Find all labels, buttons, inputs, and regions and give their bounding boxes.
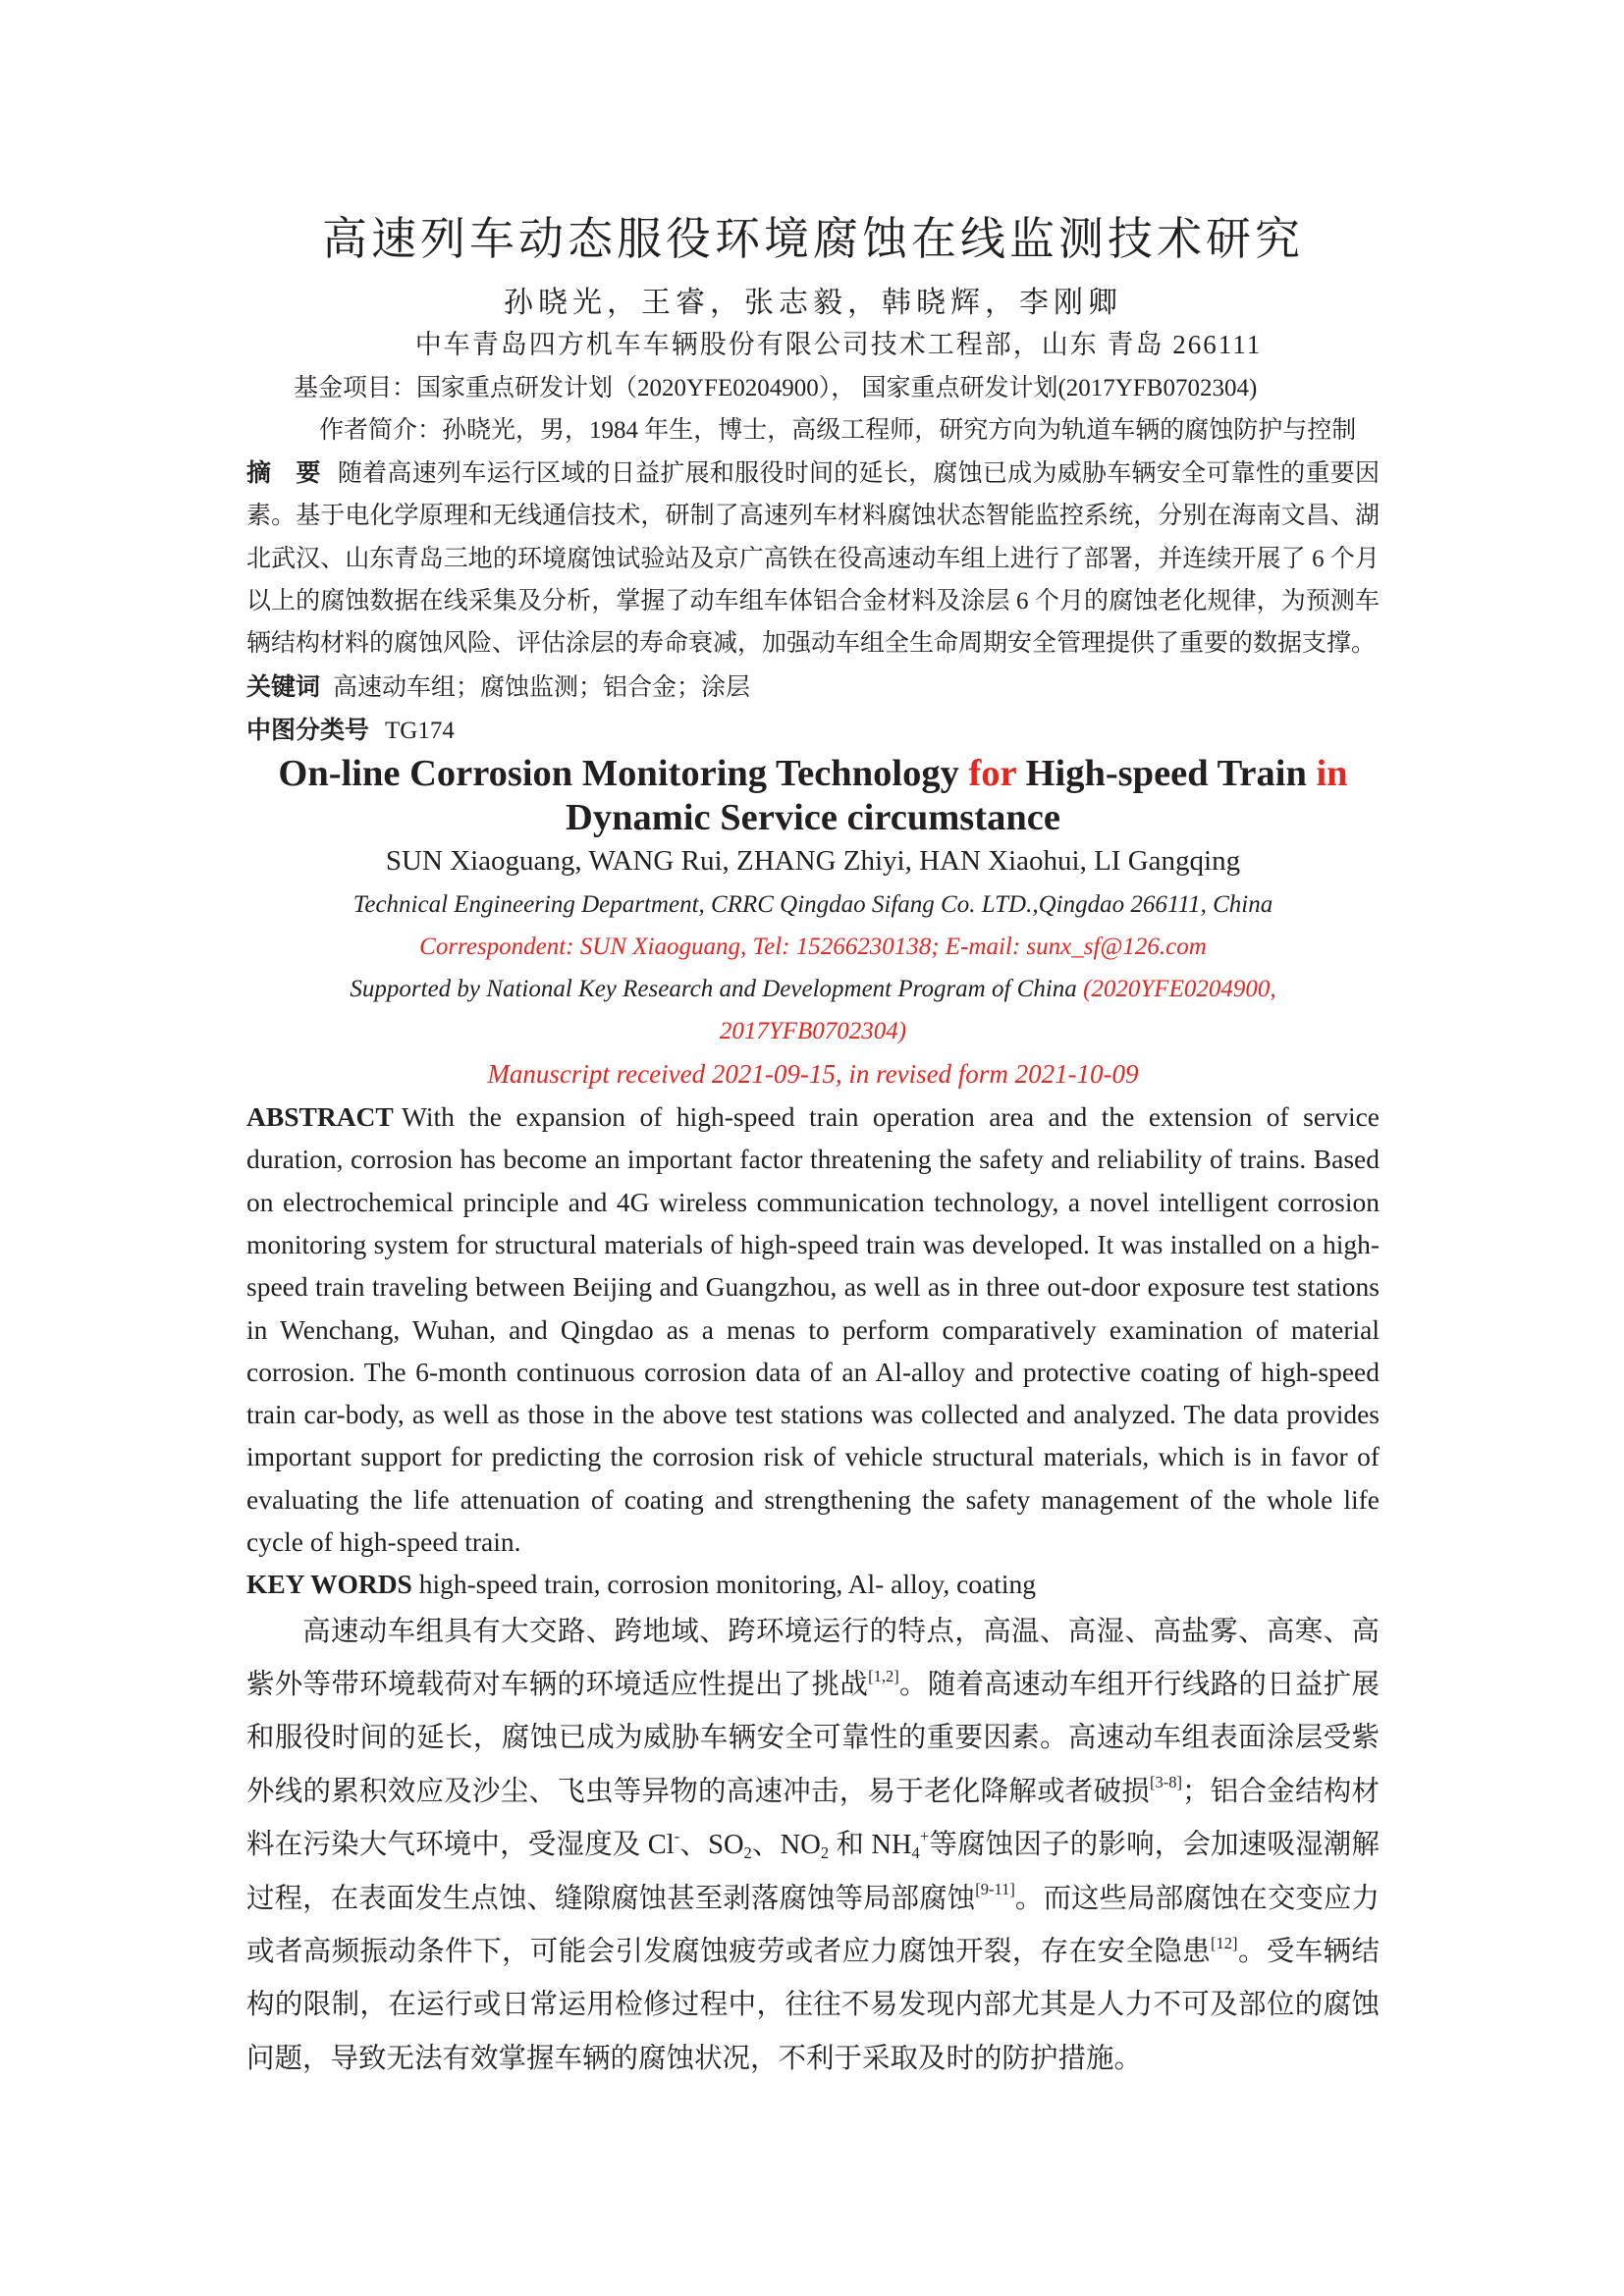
citation-superscript: [12] xyxy=(1211,1933,1238,1952)
title-en-part: Dynamic Service circumstance xyxy=(566,797,1060,839)
abstract-en xyxy=(246,1095,1380,1563)
affiliation-en: Technical Engineering Department, CRRC Qingdao Sifang Co. LTD.,Qingdao 266111, China xyxy=(352,890,1273,918)
supported-by-en xyxy=(246,968,1380,1053)
classification-number xyxy=(246,709,1380,752)
title-en-highlight: in xyxy=(1316,753,1348,795)
abstract-zh xyxy=(246,452,1380,665)
keywords-zh xyxy=(246,666,1380,709)
body-text-segment: 、SO xyxy=(679,1830,744,1861)
body-text-segment: 等腐蚀因子的影响，会加速吸湿潮解过程，在表面发生点蚀、缝隙腐蚀甚至剥落腐蚀等局部腐蚀 xyxy=(246,1830,1380,1914)
citation-superscript: [1,2] xyxy=(868,1666,899,1685)
authors-zh: 孙晓光，王睿，张志毅，韩晓辉，李刚卿 xyxy=(504,287,1122,319)
keywords-en-label: KEY WORDS xyxy=(246,1569,412,1600)
abstract-zh-text: 随着高速列车运行区域的日益扩展和服役时间的延长，腐蚀已成为威胁车辆安全可靠性的重要因素。基于电化学原理和无线通信技术，研制了高速列车材料腐蚀状态智能监控系统，分别在海南文昌、湖北武汉、山东青岛三地的环境腐蚀试验站及京广高铁在役高速动车组上进行了部署，并连续开展了 6 个月以上的腐蚀数据在线采集及分析，掌握了动车组车体铝合金材料及涂层 6 个月的腐蚀老化规律，为预测车辆结构材料的腐蚀风险、评估涂层的寿命衰减，加强动车组全生命周期安全管理提供了重要的数据支撑。 xyxy=(246,460,1380,658)
affiliation-zh: 中车青岛四方机车车辆股份有限公司技术工程部，山东 青岛 266111 xyxy=(414,330,1263,360)
grant-number: (2020YFE0204900, xyxy=(1083,976,1276,1003)
grant-number: 2017YFB0702304) xyxy=(719,1018,907,1045)
chem-subscript: 4 xyxy=(911,1843,920,1863)
chem-subscript: 2 xyxy=(743,1843,752,1863)
body-text-segment: 。而这些局部腐蚀在交变应力或者高频振动条件下，可能会引发腐蚀疲劳或者应力腐蚀开裂，存在安全隐患 xyxy=(246,1883,1380,1968)
body-text-segment: ；铝合金结构材料在污染大气环境中，受湿度及 Cl xyxy=(246,1776,1380,1861)
title-en xyxy=(246,752,1380,840)
supported-by-text: Supported by National Key Research and Development Program of China xyxy=(350,976,1084,1003)
chem-subscript: 2 xyxy=(820,1843,830,1863)
funding-zh: 基金项目：国家重点研发计划（2020YFE0204900）， 国家重点研发计划(2017YFB0702304) xyxy=(294,374,1258,401)
title-en-part: On-line Corrosion Monitoring Technology xyxy=(278,753,969,795)
keywords-zh-label: 关键词 xyxy=(246,671,321,701)
body-text-segment: 和 NH xyxy=(829,1830,912,1861)
body-paragraph xyxy=(246,1606,1380,2087)
body-text-segment: 高速动车组具有大交路、跨地域、跨环境运行的特点，高温、高湿、高盐雾、高寒、高紫外等带环境载荷对车辆的环境适应性提出了挑战 xyxy=(246,1616,1380,1701)
body-text-segment: 、NO xyxy=(751,1830,821,1861)
title-en-highlight: for xyxy=(968,753,1016,795)
classification-value: TG174 xyxy=(385,717,455,744)
title-zh: 高速列车动态服役环境腐蚀在线监测技术研究 xyxy=(322,212,1304,265)
abstract-en-text: With the expansion of high-speed train operation area and the extension of service duration, corrosion has become an important factor threatening the safety and reliability of trains. Based on electrochemical principle and 4G wireless communication technology, a novel intelligent corrosion monitoring system for structural materials of high-speed train was developed. It was installed on a high-speed train traveling between Beijing and Guangzhou, as well as in three out-door exposure test stations in Wenchang, Wuhan, and Qingdao as a menas to perform comparatively examination of material corrosion. The 6-month continuous corrosion data of an Al-alloy and protective coating of high-speed train car-body, as well as those in the above test stations was collected and analyzed. The data provides important support for predicting the corrosion risk of vehicle structural materials, which is in favor of evaluating the life attenuation of coating and strengthening the safety management of the whole life cycle of high-speed train. xyxy=(246,1101,1380,1558)
authors-en: SUN Xiaoguang, WANG Rui, ZHANG Zhiyi, HAN Xiaohui, LI Gangqing xyxy=(385,845,1241,878)
citation-superscript: [3-8] xyxy=(1149,1773,1182,1792)
body-text-segment: 。受车辆结构的限制，在运行或日常运用检修过程中，往往不易发现内部尤其是人力不可及部位的腐蚀问题，导致无法有效掌握车辆的腐蚀状况，不利于采取及时的防护措施。 xyxy=(246,1937,1380,2074)
keywords-zh-text: 高速动车组；腐蚀监测；铝合金；涂层 xyxy=(333,673,751,701)
keywords-en xyxy=(246,1563,1380,1605)
chem-superscript: - xyxy=(674,1826,680,1845)
title-en-part: High-speed Train xyxy=(1015,753,1317,795)
correspondent-en: Correspondent: SUN Xiaoguang, Tel: 15266230138; E-mail: sunx_sf@126.com xyxy=(419,933,1207,960)
abstract-zh-label: 摘 要 xyxy=(246,458,321,488)
manuscript-dates: Manuscript received 2021-09-15, in revised form 2021-10-09 xyxy=(487,1058,1139,1089)
citation-superscript: [9-11] xyxy=(975,1880,1015,1899)
paper-page xyxy=(246,209,1380,2086)
author-bio-zh: 作者简介：孙晓光，男，1984 年生，博士，高级工程师，研究方向为轨道车辆的腐蚀防护与控制 xyxy=(319,416,1357,444)
chem-superscript: + xyxy=(919,1826,930,1845)
abstract-en-label: ABSTRACT xyxy=(246,1101,394,1133)
body-text-segment: 。随着高速动车组开行线路的日益扩展和服役时间的延长，腐蚀已成为威胁车辆安全可靠性的重要因素。高速动车组表面涂层受紫外线的累积效应及沙尘、飞虫等异物的高速冲击，易于老化降解或者破损 xyxy=(246,1670,1380,1807)
classification-label: 中图分类号 xyxy=(246,715,370,744)
keywords-en-text: high-speed train, corrosion monitoring, Al- alloy, coating xyxy=(418,1569,1037,1600)
